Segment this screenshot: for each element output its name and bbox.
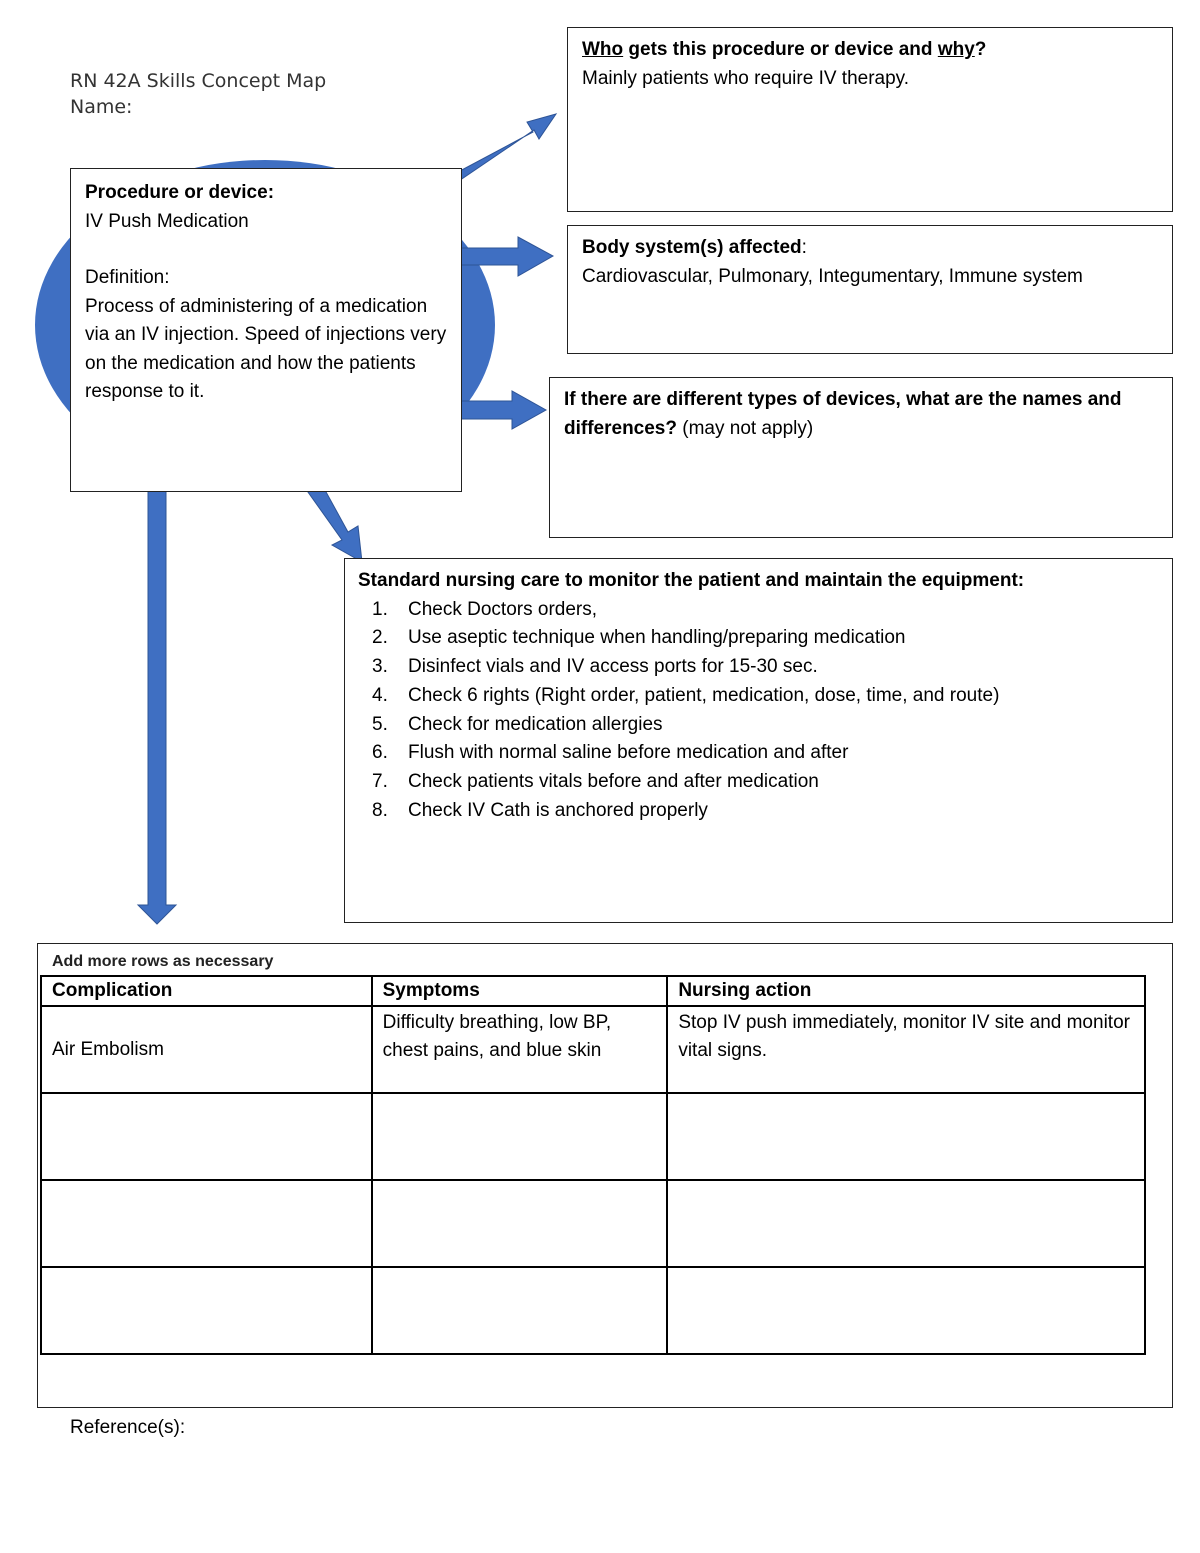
table-cell[interactable]: Difficulty breathing, low BP, chest pains, and blue skin	[372, 1006, 668, 1093]
nursing-care-item-text: Flush with normal saline before medication and after	[408, 742, 849, 764]
table-cell[interactable]	[41, 1093, 372, 1180]
nursing-care-item-number: 1.	[372, 598, 388, 620]
name-label: Name:	[70, 96, 133, 118]
table-cell[interactable]	[667, 1267, 1145, 1354]
devices-note: (may not apply)	[676, 417, 814, 439]
nursing-care-item-text: Check for medication allergies	[408, 713, 663, 735]
nursing-care-item-text: Check IV Cath is anchored properly	[408, 800, 708, 822]
procedure-value: IV Push Medication	[85, 210, 249, 232]
table-header-cell: Nursing action	[667, 976, 1145, 1006]
who-box	[567, 27, 1173, 212]
nursing-care-item-text: Use aseptic technique when handling/preparing medication	[408, 627, 906, 649]
nursing-care-item-number: 6.	[372, 742, 388, 764]
table-row	[41, 1093, 1145, 1180]
procedure-box	[70, 168, 462, 492]
nursing-care-item-text: Check 6 rights (Right order, patient, medication, dose, time, and route)	[408, 684, 1000, 706]
who-heading-middle: gets this procedure or device and	[623, 39, 938, 60]
devices-question	[564, 386, 1158, 443]
table-cell[interactable]	[667, 1093, 1145, 1180]
table-row	[41, 1006, 1145, 1093]
add-rows-note: Add more rows as necessary	[52, 953, 274, 970]
nursing-care-item-number: 8.	[372, 800, 388, 822]
devices-box	[549, 377, 1173, 538]
nursing-care-item-text: Check Doctors orders,	[408, 598, 598, 620]
devices-heading: If there are different types of devices, what are the names and differences?	[564, 389, 1122, 439]
nursing-care-item	[372, 682, 1159, 711]
table-cell[interactable]	[41, 1267, 372, 1354]
reference-label: Reference(s):	[70, 1417, 186, 1438]
table-row	[41, 1267, 1145, 1354]
why-word: why	[937, 39, 975, 60]
nursing-care-item	[372, 711, 1159, 740]
who-word: Who	[582, 39, 624, 60]
nursing-care-item-number: 3.	[372, 656, 388, 678]
table-cell[interactable]	[667, 1180, 1145, 1267]
nursing-care-item-text: Disinfect vials and IV access ports for 15-30 sec.	[408, 656, 818, 678]
table-cell[interactable]: Air Embolism	[41, 1006, 372, 1093]
body-system-box	[567, 225, 1173, 354]
definition-text: Process of administering of a medication via an IV injection. Speed of injections very on the medication and how the patients response to it.	[85, 295, 447, 402]
table-cell[interactable]	[372, 1093, 668, 1180]
body-system-answer: Cardiovascular, Pulmonary, Integumentary, Immune system	[582, 265, 1083, 287]
body-system-heading-text: Body system(s) affected	[582, 237, 802, 258]
table-header-cell: Complication	[41, 976, 372, 1006]
who-answer: Mainly patients who require IV therapy.	[582, 67, 910, 89]
table-cell[interactable]: Stop IV push immediately, monitor IV site and monitor vital signs.	[667, 1006, 1145, 1093]
table-cell[interactable]	[372, 1180, 668, 1267]
who-heading-end: ?	[974, 39, 987, 60]
table-cell[interactable]	[372, 1267, 668, 1354]
body-system-heading	[582, 234, 1158, 263]
nursing-care-list	[358, 596, 1159, 826]
table-row	[41, 1180, 1145, 1267]
nursing-care-item-text: Check patients vitals before and after medication	[408, 771, 819, 793]
nursing-care-item	[372, 768, 1159, 797]
nursing-care-item-number: 5.	[372, 713, 388, 735]
who-heading	[582, 36, 1158, 65]
nursing-care-item-number: 4.	[372, 684, 388, 706]
arrow-to-complications	[138, 476, 176, 924]
nursing-care-item-number: 7.	[372, 771, 388, 793]
table-header-cell: Symptoms	[372, 976, 668, 1006]
nursing-care-heading: Standard nursing care to monitor the patient and maintain the equipment:	[358, 570, 1025, 591]
nursing-care-item	[372, 797, 1159, 826]
complications-table	[40, 975, 1146, 1355]
definition-heading: Definition:	[85, 267, 170, 288]
table-header-row	[41, 976, 1145, 1006]
nursing-care-item	[372, 739, 1159, 768]
nursing-care-item-number: 2.	[372, 627, 388, 649]
table-cell[interactable]	[41, 1180, 372, 1267]
nursing-care-item	[372, 624, 1159, 653]
procedure-heading: Procedure or device:	[85, 182, 275, 203]
nursing-care-item	[372, 653, 1159, 682]
nursing-care-item	[372, 596, 1159, 625]
map-title: RN 42A Skills Concept Map	[70, 70, 327, 92]
nursing-care-box	[344, 558, 1173, 923]
body-system-colon: :	[801, 237, 807, 258]
